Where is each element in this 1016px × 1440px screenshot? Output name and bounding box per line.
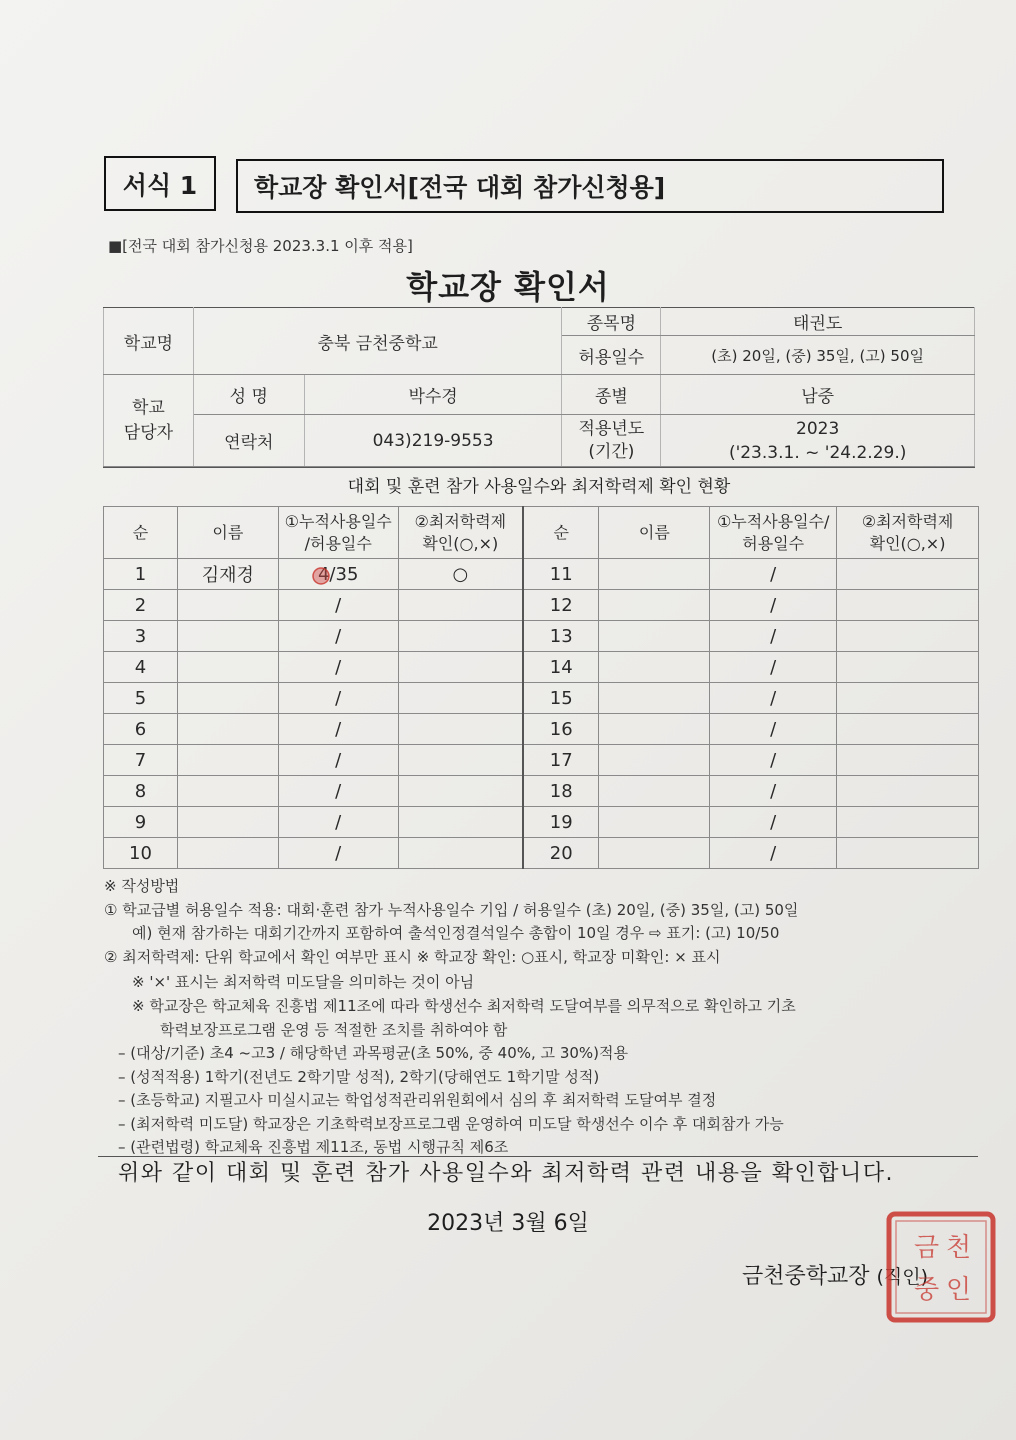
header-days2-line2: 허용일수 bbox=[742, 533, 805, 553]
days-used: / bbox=[710, 745, 837, 776]
student-name bbox=[177, 714, 278, 745]
note-1a: ① 학교급별 허용일수 적용: 대회·훈련 참가 누적사용일수 기입 / 허용일수 (초) 20일, (중) 35일, (고) 50일 bbox=[104, 901, 799, 919]
student-name bbox=[177, 745, 278, 776]
row-number: 4 bbox=[104, 652, 178, 683]
days-used: / bbox=[278, 745, 398, 776]
header-name-2: 이름 bbox=[599, 507, 710, 559]
student-name bbox=[599, 621, 710, 652]
year-label bbox=[562, 415, 661, 467]
form-title-text: 학교장 확인서[전국 대회 참가신청용] bbox=[254, 173, 666, 202]
row-number: 6 bbox=[104, 714, 178, 745]
header-academic-line2: 확인(○,×) bbox=[422, 533, 499, 553]
note-2b: ※ '×' 표시는 최저학력 미도달을 의미하는 것이 아님 bbox=[132, 973, 475, 991]
header-days bbox=[278, 507, 398, 559]
days-used: / bbox=[710, 714, 837, 745]
allowed-days-value: (초) 20일, (중) 35일, (고) 50일 bbox=[661, 336, 975, 375]
status-section-title: 대회 및 훈련 참가 사용일수와 최저학력제 확인 현황 bbox=[103, 467, 975, 505]
row-number: 1 bbox=[104, 559, 178, 590]
days-used: / bbox=[710, 807, 837, 838]
row-number: 18 bbox=[523, 776, 599, 807]
table-row bbox=[104, 745, 979, 776]
academic-check bbox=[837, 838, 979, 869]
student-name bbox=[177, 807, 278, 838]
note-2a: ② 최저학력제: 단위 학교에서 확인 여부만 표시 ※ 학교장 확인: ○표시, 학교장 미확인: × 표시 bbox=[104, 948, 721, 966]
event-label: 종목명 bbox=[562, 308, 661, 336]
phone-value: 043)219-9553 bbox=[304, 415, 562, 467]
school-name-label: 학교명 bbox=[104, 308, 194, 375]
category-value: 남중 bbox=[661, 375, 975, 415]
table-row bbox=[104, 776, 979, 807]
academic-check bbox=[398, 807, 523, 838]
academic-check bbox=[837, 683, 979, 714]
row-number: 14 bbox=[523, 652, 599, 683]
contact-label-line1: 학교 bbox=[132, 397, 165, 418]
academic-check bbox=[837, 652, 979, 683]
note-2c: ※ 학교장은 학교체육 진흥법 제11조에 따라 학생선수 최저학력 도달여부를 의무적으로 확인하고 기초 bbox=[132, 997, 796, 1015]
header-days-line1: ①누적사용일수 bbox=[284, 511, 392, 531]
year-value-cell bbox=[661, 415, 975, 467]
student-name bbox=[177, 683, 278, 714]
detail-law: – (관련법령) 학교체육 진흥법 제11조, 동법 시행규칙 제6조 bbox=[118, 1138, 509, 1156]
header-academic2-line1: ②최저학력제 bbox=[861, 511, 954, 531]
academic-check bbox=[398, 745, 523, 776]
row-number: 2 bbox=[104, 590, 178, 621]
period-value: ('23.3.1. ~ '24.2.29.) bbox=[728, 442, 907, 463]
student-name bbox=[599, 559, 710, 590]
academic-check bbox=[398, 714, 523, 745]
header-name: 이름 bbox=[177, 507, 278, 559]
academic-check bbox=[398, 590, 523, 621]
year-label-line1: 적용년도 bbox=[578, 418, 645, 439]
days-used: / bbox=[278, 621, 398, 652]
row-number: 15 bbox=[523, 683, 599, 714]
student-name bbox=[599, 807, 710, 838]
days-used: / bbox=[278, 714, 398, 745]
academic-check bbox=[398, 621, 523, 652]
academic-check bbox=[398, 652, 523, 683]
table-row bbox=[104, 652, 979, 683]
category-label: 종별 bbox=[562, 375, 661, 415]
correction-stamp-mark bbox=[311, 566, 331, 586]
student-name bbox=[599, 652, 710, 683]
academic-check bbox=[837, 590, 979, 621]
name-label: 성 명 bbox=[193, 375, 304, 415]
status-table bbox=[103, 506, 979, 869]
year-label-line2: (기간) bbox=[588, 441, 635, 462]
academic-check bbox=[837, 745, 979, 776]
detail-elementary: – (초등학교) 지필고사 미실시교는 학업성적관리위원회에서 심의 후 최저학력 도달여부 결정 bbox=[118, 1091, 717, 1109]
header-no: 순 bbox=[104, 507, 178, 559]
school-name-value: 충북 금천중학교 bbox=[193, 308, 562, 375]
table-row bbox=[104, 807, 979, 838]
student-name bbox=[599, 776, 710, 807]
row-number: 11 bbox=[523, 559, 599, 590]
row-number: 3 bbox=[104, 621, 178, 652]
svg-text:중: 중 bbox=[914, 1275, 940, 1305]
student-name bbox=[177, 590, 278, 621]
academic-check bbox=[398, 838, 523, 869]
student-name bbox=[599, 590, 710, 621]
row-number: 16 bbox=[523, 714, 599, 745]
notes-heading: ※ 작성방법 bbox=[104, 877, 180, 895]
table-row bbox=[104, 621, 979, 652]
header-academic bbox=[398, 507, 523, 559]
row-number: 17 bbox=[523, 745, 599, 776]
seal-note: (직인) bbox=[876, 1266, 929, 1288]
row-number: 5 bbox=[104, 683, 178, 714]
document-title: 학교장 확인서 bbox=[406, 268, 610, 306]
academic-check: ○ bbox=[398, 559, 523, 590]
header-days-2 bbox=[710, 507, 837, 559]
days-used: 4/35 bbox=[278, 559, 398, 590]
confirmation-statement: 위와 같이 대회 및 훈련 참가 사용일수와 최저학력 관련 내용을 확인합니다. bbox=[118, 1161, 894, 1186]
days-used: / bbox=[710, 838, 837, 869]
detail-target: – (대상/기준) 초4 ~고3 / 해당학년 과목평균(초 50%, 중 40%, 고 30%)적용 bbox=[118, 1044, 628, 1062]
days-used: / bbox=[278, 652, 398, 683]
table-row bbox=[104, 683, 979, 714]
svg-text:천: 천 bbox=[946, 1233, 972, 1263]
svg-text:금: 금 bbox=[914, 1233, 940, 1263]
row-number: 7 bbox=[104, 745, 178, 776]
form-title-box bbox=[236, 159, 944, 213]
phone-label: 연락처 bbox=[193, 415, 304, 467]
official-seal-stamp bbox=[884, 1208, 1000, 1326]
student-name bbox=[177, 776, 278, 807]
days-used: / bbox=[710, 683, 837, 714]
header-days-line2: /허용일수 bbox=[304, 533, 372, 553]
form-number-label bbox=[104, 156, 216, 211]
event-value: 태권도 bbox=[661, 308, 975, 336]
academic-check bbox=[837, 559, 979, 590]
detail-grades: – (성적적용) 1학기(전년도 2학기말 성적), 2학기(당해연도 1학기말 성적) bbox=[118, 1068, 600, 1086]
student-name bbox=[599, 745, 710, 776]
days-used: / bbox=[710, 621, 837, 652]
header-academic-2 bbox=[837, 507, 979, 559]
row-number: 13 bbox=[523, 621, 599, 652]
days-used: / bbox=[710, 776, 837, 807]
academic-check bbox=[398, 683, 523, 714]
academic-check bbox=[837, 714, 979, 745]
header-days2-line1: ①누적사용일수/ bbox=[716, 511, 830, 531]
student-name bbox=[177, 838, 278, 869]
days-used: / bbox=[278, 838, 398, 869]
table-row bbox=[104, 714, 979, 745]
row-number: 20 bbox=[523, 838, 599, 869]
table-row bbox=[104, 590, 979, 621]
academic-check bbox=[837, 776, 979, 807]
issue-date: 2023년 3월 6일 bbox=[427, 1211, 589, 1236]
academic-check bbox=[837, 621, 979, 652]
days-used: / bbox=[278, 807, 398, 838]
form-number-text: 서식 1 bbox=[122, 170, 198, 200]
header-academic-line1: ②최저학력제 bbox=[414, 511, 507, 531]
days-used: / bbox=[710, 559, 837, 590]
row-number: 8 bbox=[104, 776, 178, 807]
student-name: 김재경 bbox=[177, 559, 278, 590]
student-name bbox=[599, 683, 710, 714]
days-used: / bbox=[710, 652, 837, 683]
table-row bbox=[104, 559, 979, 590]
header-academic2-line2: 확인(○,×) bbox=[869, 533, 946, 553]
row-number: 12 bbox=[523, 590, 599, 621]
student-name bbox=[599, 838, 710, 869]
days-used: / bbox=[710, 590, 837, 621]
academic-check bbox=[837, 807, 979, 838]
days-used: / bbox=[278, 776, 398, 807]
header-no-2: 순 bbox=[523, 507, 599, 559]
allowed-days-label: 허용일수 bbox=[562, 336, 661, 375]
row-number: 10 bbox=[104, 838, 178, 869]
student-name bbox=[177, 652, 278, 683]
svg-text:인: 인 bbox=[946, 1275, 972, 1305]
info-table bbox=[103, 307, 975, 467]
school-contact-label bbox=[104, 375, 194, 467]
contact-label-line2: 담당자 bbox=[123, 422, 174, 443]
student-name bbox=[177, 621, 278, 652]
detail-unreached: – (최저학력 미도달) 학교장은 기초학력보장프로그램 운영하여 미도달 학생선수 이수 후 대회참가 가능 bbox=[118, 1115, 784, 1133]
days-used: / bbox=[278, 683, 398, 714]
year-value: 2023 bbox=[796, 418, 840, 439]
row-number: 9 bbox=[104, 807, 178, 838]
name-value: 박수경 bbox=[304, 375, 562, 415]
row-number: 19 bbox=[523, 807, 599, 838]
applies-note: ■[전국 대회 참가신청용 2023.3.1 이후 적용] bbox=[108, 237, 413, 255]
table-row bbox=[104, 838, 979, 869]
note-1b: 예) 현재 참가하는 대회기간까지 포함하여 출석인정결석일수 총합이 10일 경우 ⇨ 표기: (고) 10/50 bbox=[132, 924, 780, 942]
days-used: / bbox=[278, 590, 398, 621]
principal-name: 금천중학교장 bbox=[742, 1264, 870, 1289]
note-2d: 학력보장프로그램 운영 등 적절한 조치를 취하여야 함 bbox=[160, 1021, 508, 1039]
academic-check bbox=[398, 776, 523, 807]
status-header-row bbox=[104, 507, 979, 559]
student-name bbox=[599, 714, 710, 745]
